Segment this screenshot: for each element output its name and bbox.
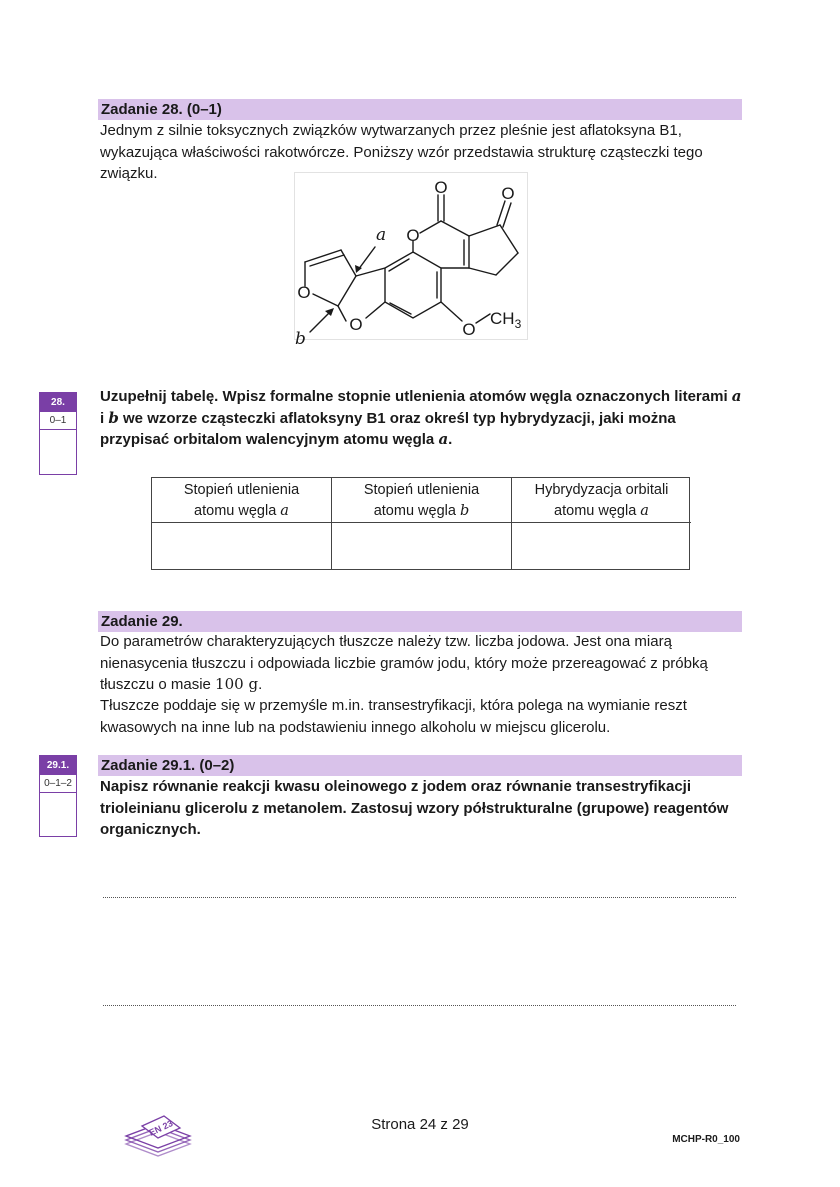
table-col-oxidation-b <box>332 478 512 569</box>
answer-line-1[interactable] <box>103 897 736 898</box>
table-header-1-line2 <box>152 501 331 522</box>
task29-para1-end: . <box>258 676 263 693</box>
task29-1-header: Zadanie 29.1. (0–2) <box>98 755 742 776</box>
task28-instruction-text-3: we wzorze cząsteczki aflatoksyny B1 oraz określ typ hybrydyzacji, jaki można przypisać orbitalom walencyjnym atomu węgla <box>100 409 676 448</box>
task28-score-number: 28. <box>40 393 76 412</box>
task29-1-score-points: 0–1–2 <box>40 775 76 793</box>
table-header-2-text: atomu węgla <box>373 503 460 519</box>
task28-header: Zadanie 28. (0–1) <box>98 99 742 120</box>
task29-1-instruction: Napisz równanie reakcji kwasu oleinowego z jodem oraz równanie transestryfikacji trioleinianu glicerolu z metanolem. Zastosuj wzory półstrukturalne (grupowe) reagentów organicznych. <box>100 778 729 838</box>
cke-logo-icon <box>120 1106 196 1162</box>
table-header-oxidation-a <box>152 478 331 523</box>
task28-instruction-var-a: a <box>731 387 742 405</box>
task29-paragraph-1 <box>100 631 742 696</box>
table-header-3-text: atomu węgla <box>554 503 641 519</box>
methyl-label: CH <box>490 309 515 328</box>
task28-instruction <box>100 386 742 451</box>
table-header-1-text: atomu węgla <box>194 503 281 519</box>
table-header-2-line2 <box>332 501 511 522</box>
table-header-2-line1: Stopień utlenienia <box>363 482 480 498</box>
document-code: MCHP-R0_100 <box>672 1134 740 1145</box>
task29-1-score-number: 29.1. <box>40 756 76 775</box>
table-header-1-line1: Stopień utlenienia <box>183 482 300 498</box>
aflatoxin-structure <box>294 172 528 344</box>
table-header-1-var: a <box>280 503 289 519</box>
table-header-3-line1: Hybrydyzacja orbitali <box>534 482 669 498</box>
task29-paragraph-2: Tłuszcze poddaje się w przemyśle m.in. transestryfikacji, która polega na wymianie reszt kwasowych na inne lub na podstawieniu innego alkoholu w miejscu glicerolu. <box>100 697 687 736</box>
table-header-3-var: a <box>640 503 649 519</box>
methoxy-oxygen-label: O <box>462 320 476 339</box>
table-col-oxidation-a <box>152 478 332 569</box>
table-col-hybridization-a <box>512 478 691 569</box>
table-cell-oxidation-a[interactable] <box>152 523 331 569</box>
furan-oxygen-label: O <box>297 283 311 302</box>
table-cell-hybridization-a[interactable] <box>512 523 691 569</box>
answer-table <box>151 477 690 570</box>
task28-instruction-var-a2: a <box>438 430 449 448</box>
answer-line-2[interactable] <box>103 1005 736 1006</box>
benzofuran-oxygen-label: O <box>349 315 363 334</box>
table-header-hybridization-a <box>512 478 691 523</box>
carbon-a-label: a <box>376 225 387 245</box>
task28-instruction-end: . <box>448 431 453 448</box>
task29-para1-text: Do parametrów charakteryzujących tłuszcze należy tzw. liczba jodowa. Jest ona miarą nienasycenia tłuszczu i odpowiada liczbie gramów jodu, który może przereagować z próbką tłuszczu o masie <box>100 633 708 693</box>
table-header-3-line2 <box>512 501 691 522</box>
table-cell-oxidation-b[interactable] <box>332 523 511 569</box>
carbon-b-label: b <box>295 329 306 344</box>
task28-instruction-var-b: b <box>108 408 119 427</box>
table-header-oxidation-b <box>332 478 511 523</box>
task28-intro: Jednym z silnie toksycznych związków wytwarzanych przez pleśnie jest aflatoksyna B1, wykazująca właściwości rakotwórcze. Poniższy wzór przedstawia strukturę cząsteczki tego związku. <box>100 122 703 182</box>
task28-score-points: 0–1 <box>40 412 76 430</box>
page-number: Strona 24 z 29 <box>371 1116 469 1133</box>
ring-oxygen-label: O <box>406 226 420 245</box>
ketone-oxygen-label: O <box>501 184 515 203</box>
task29-para1-mass: 100 g <box>215 675 259 693</box>
task29-1-score-box <box>39 755 77 837</box>
lactone-carbonyl-oxygen-label: O <box>434 178 448 197</box>
logo-text: EN 23 <box>147 1118 175 1138</box>
methyl-subscript: 3 <box>514 317 522 331</box>
task28-instruction-text-2: i <box>100 409 109 427</box>
task28-instruction-text-1: Uzupełnij tabelę. Wpisz formalne stopnie utlenienia atomów węgla oznaczonych literami <box>100 388 732 405</box>
task29-header: Zadanie 29. <box>98 611 742 632</box>
task28-score-box <box>39 392 77 475</box>
table-header-2-var: b <box>459 503 470 519</box>
